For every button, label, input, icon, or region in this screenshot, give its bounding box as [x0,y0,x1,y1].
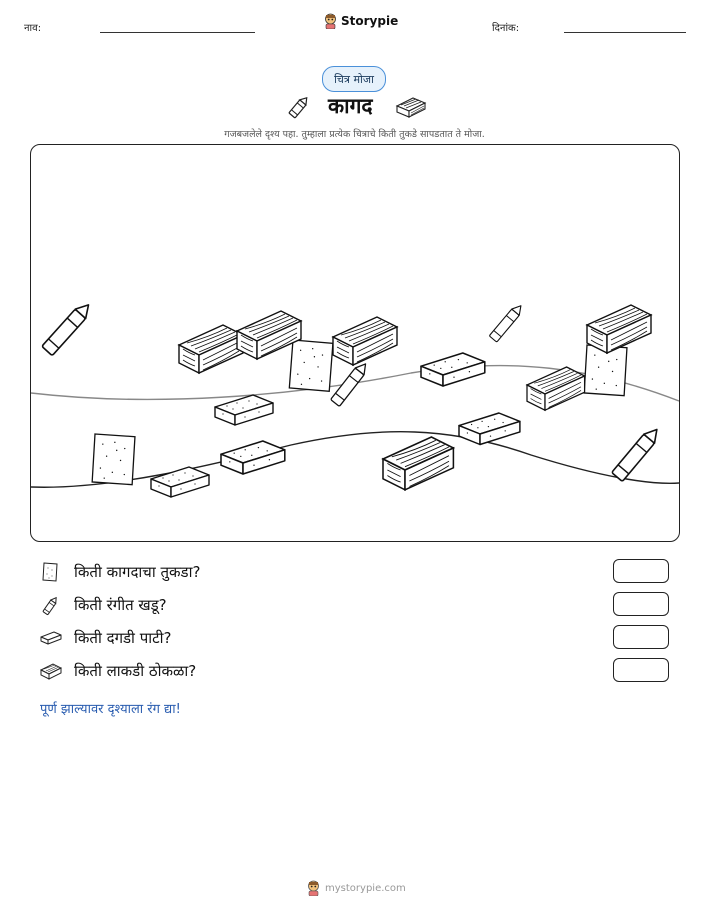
answer-box-wood[interactable] [613,658,669,682]
question-row-stone [40,625,670,651]
question-paper: किती कागदाचा तुकडा? [74,563,201,581]
wood-block-6 [383,437,453,490]
paper-icon [40,561,62,583]
answer-box-stone[interactable] [613,625,669,649]
activity-badge: चित्र मोजा [322,66,386,92]
stone-slab-icon [40,627,62,649]
stone-slab-4 [221,441,285,474]
storypie-mascot-icon [324,13,337,29]
name-line[interactable] [100,32,255,33]
instruction-text: गजबजलेले दृश्य पहा. तुम्हाला प्रत्येक चित्राचे किती तुकडे सापडतात ते मोजा. [224,129,485,140]
site-url: mystorypie.com [325,882,406,894]
question-wood: किती लाकडी ठोकळा? [74,662,197,680]
answer-box-paper[interactable] [613,559,669,583]
stone-slab-1 [215,395,273,425]
question-row-wood [40,658,670,684]
wood-block-icon [395,94,427,120]
stone-slab-3 [459,413,520,445]
brand-logo [324,13,398,29]
answer-box-crayon[interactable] [613,592,669,616]
wood-block-1 [179,325,243,373]
stone-slab-2 [421,353,485,386]
paper-2 [92,434,135,485]
crayon-icon [284,92,314,122]
question-row-paper [40,559,670,585]
question-crayon: किती रंगीत खडू? [74,596,167,614]
question-row-crayon [40,592,670,618]
wood-block-5 [527,367,585,410]
wood-block-3 [333,317,397,365]
date-line[interactable] [564,32,686,33]
stone-slab-5 [151,467,209,497]
paper-1 [289,340,333,391]
question-stone: किती दगडी पाटी? [74,629,172,647]
wood-block-icon [40,660,62,682]
counting-scene [30,144,680,542]
site-footer [307,880,406,896]
brand-name: Storypie [341,14,399,28]
storypie-mascot-icon [307,880,320,896]
crayon-3 [331,360,370,406]
scene-drawing [31,145,679,541]
date-label: दिनांक: [492,23,520,34]
wood-block-4 [587,305,651,353]
crayon-icon [40,594,62,616]
crayon-1 [42,300,94,355]
crayon-4 [612,425,663,481]
wood-block-2 [237,311,301,359]
name-label: नाव: [24,23,42,34]
title-row [284,90,429,122]
coloring-note: पूर्ण झाल्यावर दृश्याला रंग द्या! [40,702,181,717]
crayon-2 [489,303,524,343]
page-title: कागद [328,94,373,118]
